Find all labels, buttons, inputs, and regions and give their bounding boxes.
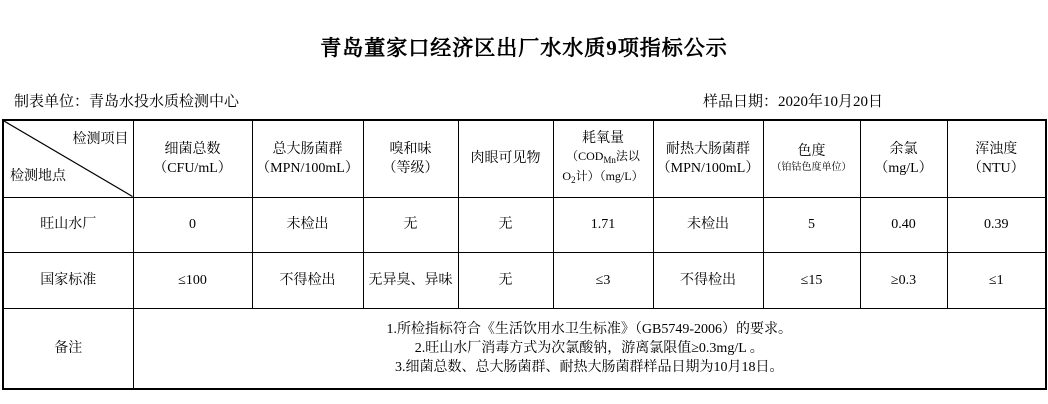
remarks-label: 备注: [3, 308, 133, 389]
remark-line-3: 3.细菌总数、总大肠菌群、耐热大肠菌群样品日期为10月18日。: [395, 359, 784, 375]
sample-date-label: 样品日期：2020年10月20日: [703, 94, 884, 110]
remark-line-1: 1.所检指标符合《生活饮用水卫生标准》（GB5749-2006）的要求。: [386, 321, 793, 337]
data-cell: 5: [763, 197, 860, 252]
data-cell: 无: [458, 197, 553, 252]
data-cell: 0: [133, 197, 252, 252]
data-cell: 未检出: [653, 197, 763, 252]
corner-label-items: 检测项目: [72, 132, 129, 147]
corner-label-locations: 检测地点: [10, 168, 66, 184]
data-cell: 0.40: [860, 197, 947, 252]
remark-line-2: 2.旺山水厂消毒方式为次氯酸钠，游离氯限值≥0.3mg/L 。: [414, 340, 764, 356]
data-cell: 无: [363, 197, 458, 252]
table-row-wangshan: [3, 197, 1046, 252]
data-cell: 未检出: [252, 197, 363, 252]
data-cell: 无异臭、异味: [363, 252, 458, 308]
header-row: [3, 120, 1046, 197]
header-cell-residual-chlorine: 余氯 （mg/L）: [860, 120, 947, 197]
data-cell: ≤15: [763, 252, 860, 308]
header-cell-visible-matter: 肉眼可见物: [458, 120, 553, 197]
data-cell: ≤1: [947, 252, 1046, 308]
header-cell-bacteria: 细菌总数 （CFU/mL）: [133, 120, 252, 197]
data-cell: 1.71: [553, 197, 653, 252]
data-cell: 无: [458, 252, 553, 308]
header-cell-cod: 耗氧量 （$COD_{Mn}$法以 $O_2$计）（mg/L）: [553, 120, 653, 197]
row-label: 旺山水厂: [3, 197, 133, 252]
data-cell: 不得检出: [252, 252, 363, 308]
data-cell: ≤3: [553, 252, 653, 308]
header-cell-thermotolerant-coliform: 耐热大肠菌群 （MPN/100mL）: [653, 120, 763, 197]
water-quality-table: [2, 119, 1047, 390]
data-cell: 不得检出: [653, 252, 763, 308]
header-cell-total-coliform: 总大肠菌群 （MPN/100mL）: [252, 120, 363, 197]
data-cell: ≤100: [133, 252, 252, 308]
page-title: 青岛董家口经济区出厂水水质9项指标公示: [320, 36, 728, 60]
header-cell-color: 色度 （铂钴色度单位）: [763, 120, 860, 197]
row-label: 国家标准: [3, 252, 133, 308]
header-cell-turbidity: 浑浊度 （NTU）: [947, 120, 1046, 197]
data-cell: 0.39: [947, 197, 1046, 252]
table-row-national-standard: [3, 252, 1046, 308]
remarks-content: [133, 308, 1046, 389]
header-cell-odor-taste: 嗅和味 （等级）: [363, 120, 458, 197]
data-cell: ≥0.3: [860, 252, 947, 308]
producer-label: 制表单位：青岛水投水质检测中心: [14, 94, 240, 110]
corner-cell: [3, 120, 133, 197]
remarks-row: [3, 308, 1046, 389]
